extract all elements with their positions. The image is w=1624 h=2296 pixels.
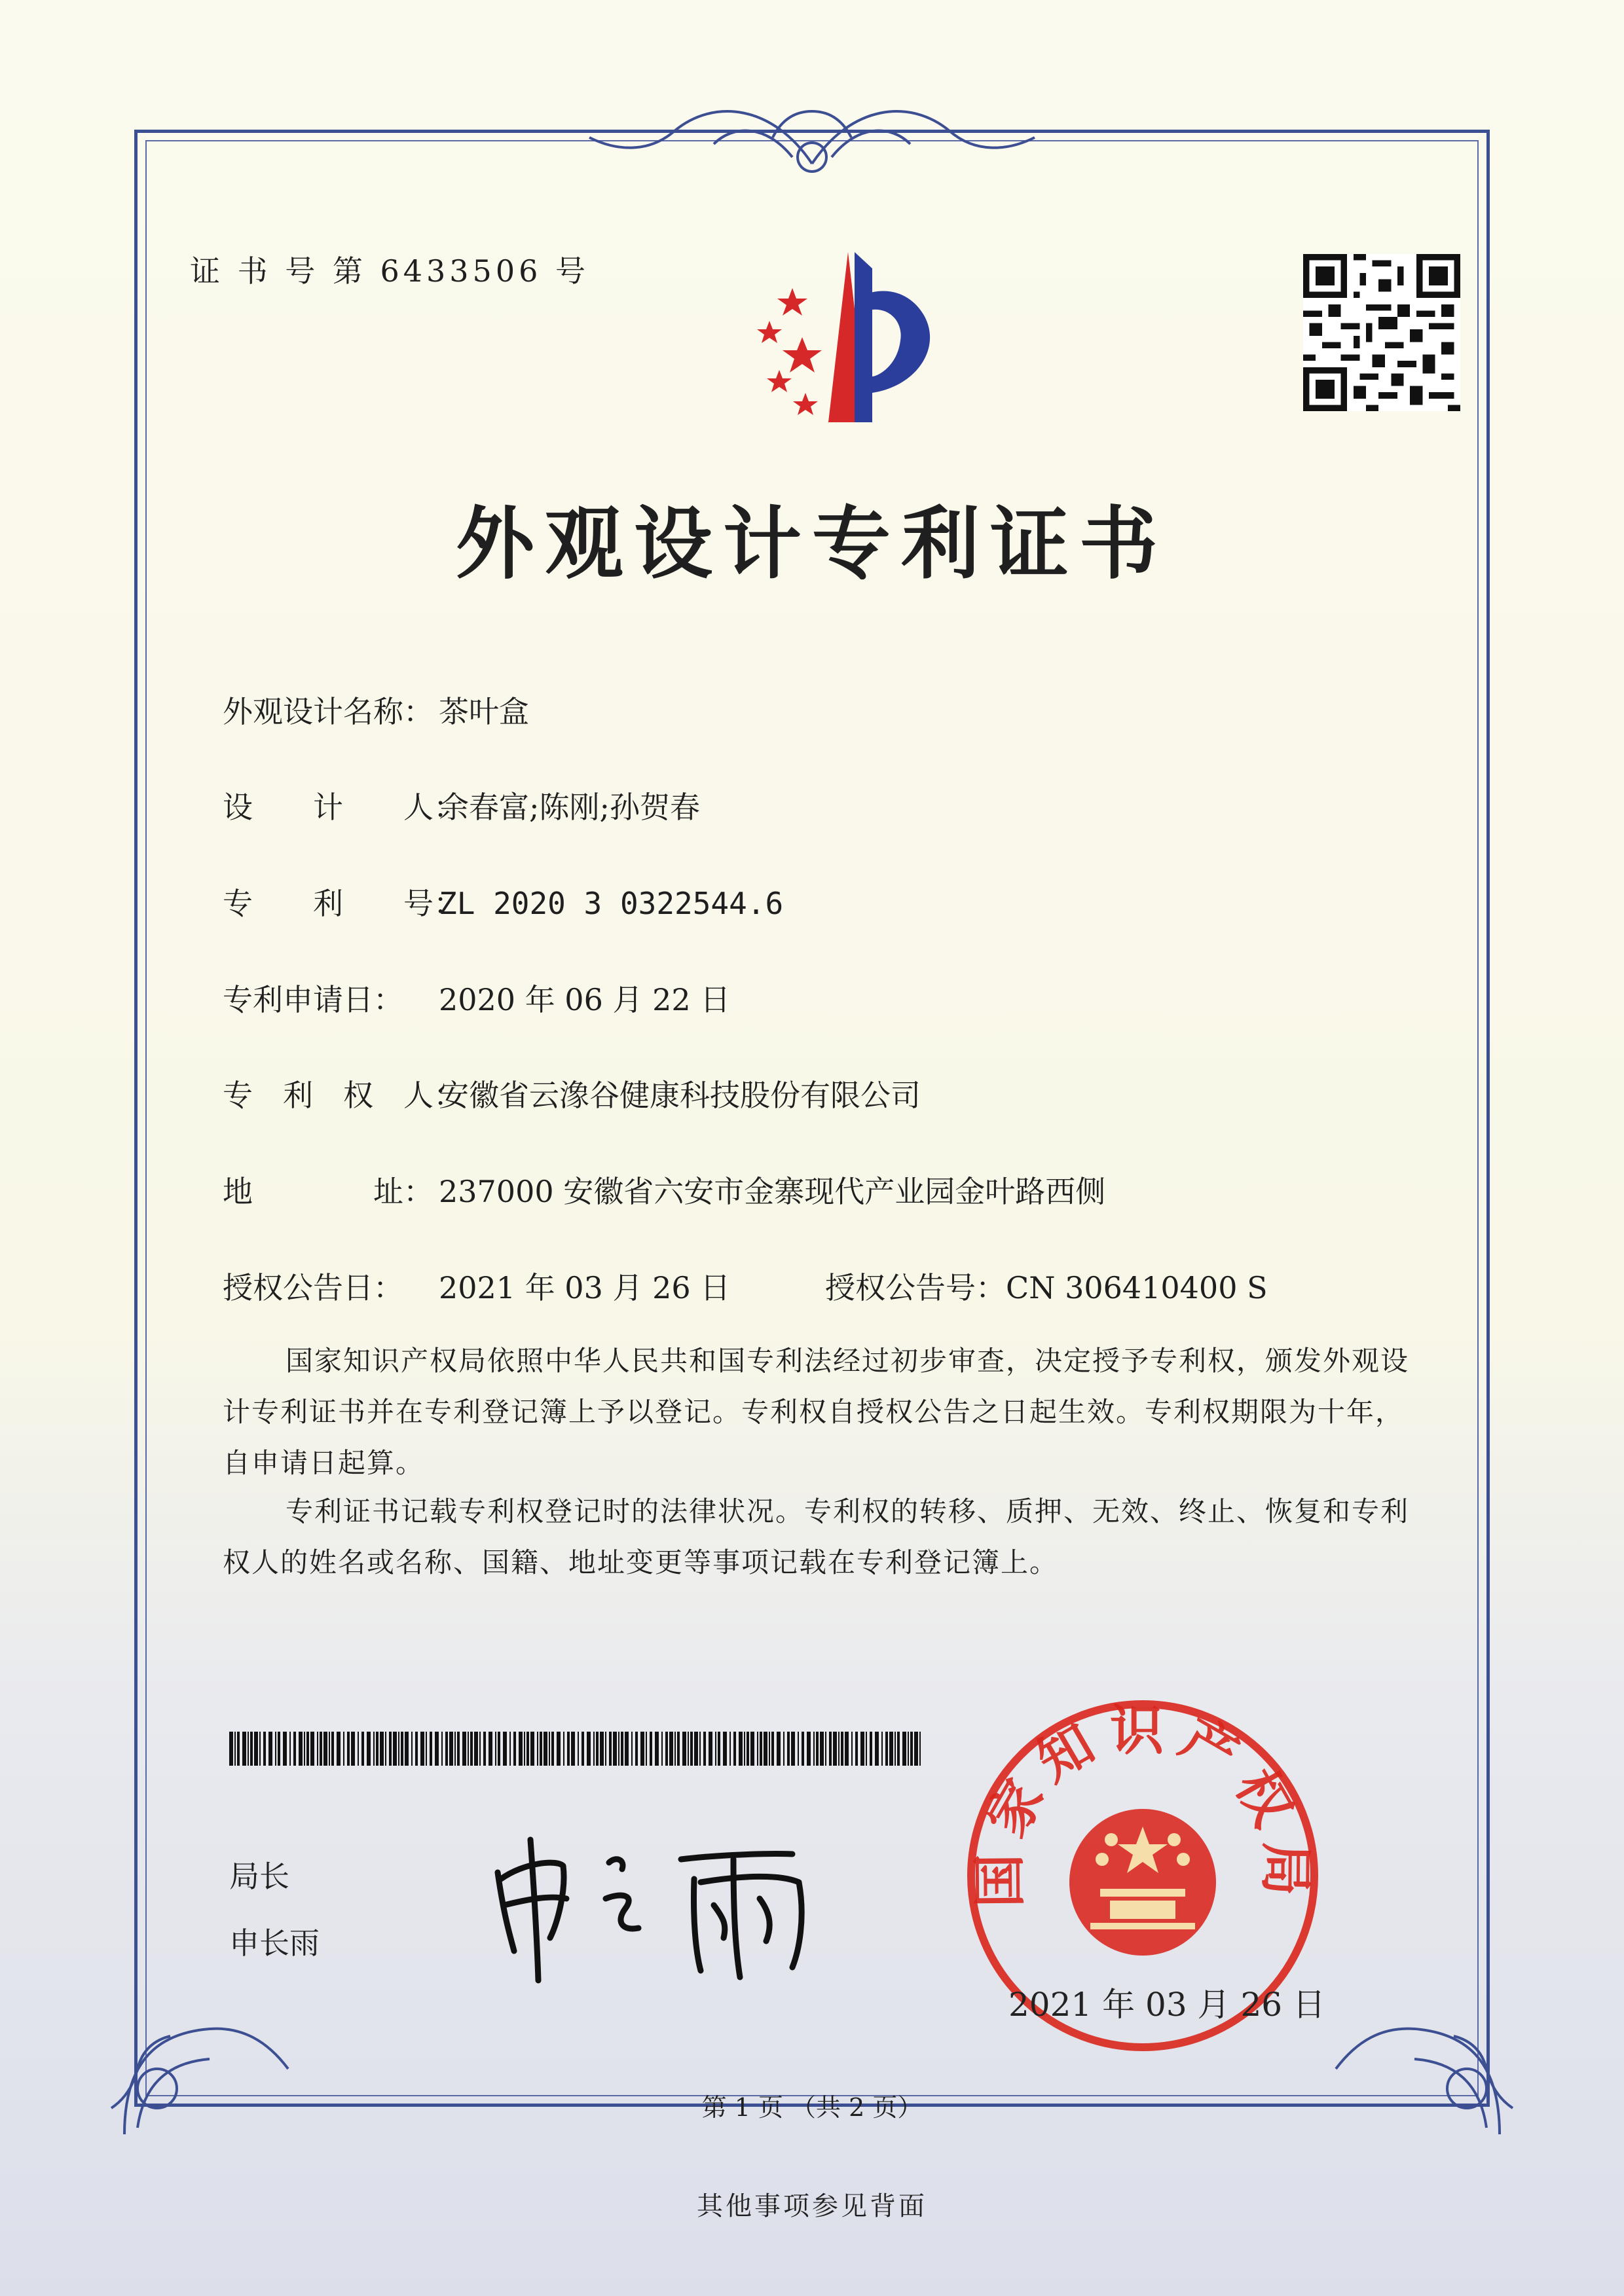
design-name-row xyxy=(223,689,529,735)
signatory-name: 申长雨 xyxy=(229,1925,320,1961)
patent-number-row xyxy=(223,881,783,926)
grant-number-value: CN 306410400 S xyxy=(1006,1270,1268,1305)
top-ornament-icon xyxy=(576,92,1048,183)
page-indicator: 第 1 页 （共 2 页） xyxy=(701,2093,923,2122)
patentee-row xyxy=(223,1072,921,1118)
legal-paragraph-2: 专利证书记载专利权登记时的法律状况。专利权的转移、质押、无效、终止、恢复和专利权人的姓名或名称、国籍、地址变更等事项记载在专利登记簿上。 xyxy=(223,1495,1410,1578)
patent-number-value: ZL 2020 3 0322544.6 xyxy=(439,886,784,921)
back-note: 其他事项参见背面 xyxy=(697,2191,927,2221)
grant-date-value: 2021 年 03 月 26 日 xyxy=(439,1270,731,1305)
certificate-number: 证 书 号 第 6433506 号 xyxy=(190,253,589,289)
designer-row xyxy=(223,784,700,830)
seal-text: 国家知识产权局 xyxy=(968,1699,1318,1908)
filing-date-value: 2020 年 06 月 22 日 xyxy=(439,982,731,1017)
grant-number-label: 授权公告号： xyxy=(825,1270,1006,1305)
designer-label: 设 计 人： xyxy=(223,790,464,825)
design-name-value: 茶叶盒 xyxy=(439,694,529,729)
address-label: 地 址： xyxy=(223,1174,434,1209)
grant-number-row xyxy=(825,1265,1268,1311)
seal-date: 2021 年 03 月 26 日 xyxy=(1008,1986,1325,2024)
patentee-label: 专 利 权 人： xyxy=(223,1078,464,1113)
barcode-icon xyxy=(229,1732,923,1766)
signature-icon xyxy=(485,1827,838,1984)
grant-date-label: 授权公告日： xyxy=(223,1270,403,1305)
designer-value: 余春富;陈刚;孙贺春 xyxy=(439,790,700,825)
filing-date-label: 专利申请日： xyxy=(223,982,403,1017)
design-name-label: 外观设计名称： xyxy=(223,694,434,729)
signatory-title: 局长 xyxy=(229,1859,289,1894)
patent-number-label: 专 利 号： xyxy=(223,886,464,921)
grant-date-row xyxy=(223,1265,730,1311)
patentee-value: 安徽省云潒谷健康科技股份有限公司 xyxy=(439,1078,921,1113)
filing-date-row xyxy=(223,977,730,1023)
qr-code-icon xyxy=(1303,254,1460,411)
address-row xyxy=(223,1169,1105,1214)
certificate-title: 外观设计专利证书 xyxy=(456,498,1168,590)
cnipa-logo-icon xyxy=(707,242,956,439)
address-value: 237000 安徽省六安市金寨现代产业园金叶路西侧 xyxy=(439,1174,1106,1209)
legal-paragraph-1: 国家知识产权局依照中华人民共和国专利法经过初步审查，决定授予专利权，颁发外观设计专利证书并在专利登记簿上予以登记。专利权自授权公告之日起生效。专利权期限为十年，自申请日起算。 xyxy=(223,1345,1410,1479)
